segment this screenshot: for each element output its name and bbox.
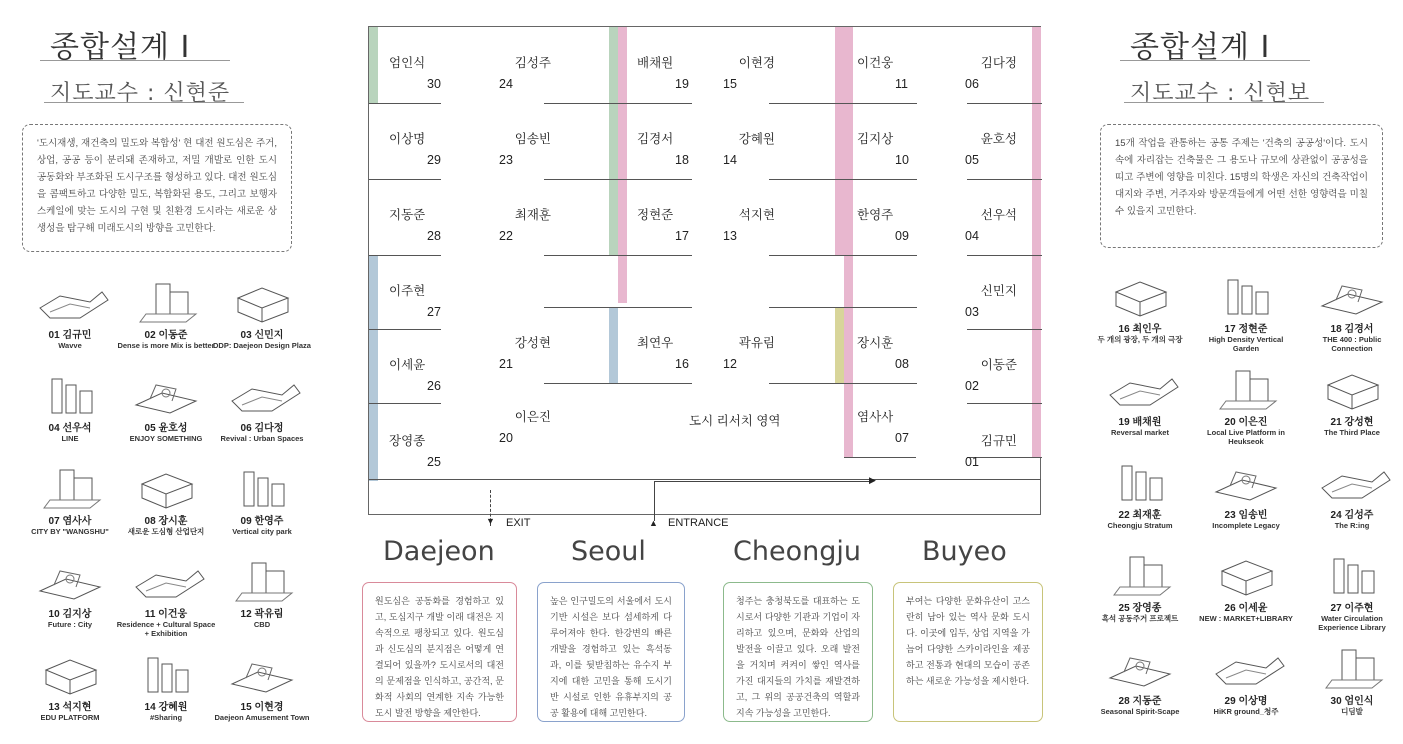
project-thumbnail-icon bbox=[1312, 551, 1392, 597]
project-thumbnail-icon bbox=[126, 650, 206, 696]
project-caption: HiKR ground_청주 bbox=[1213, 707, 1279, 716]
project-caption: CITY BY "WANGSHU" bbox=[31, 527, 109, 536]
booth-number: 26 bbox=[427, 379, 441, 393]
booth-number: 04 bbox=[965, 229, 979, 243]
booth-number: 16 bbox=[675, 357, 689, 371]
project-card[interactable] bbox=[1196, 365, 1296, 446]
project-caption: Local Live Platform in Heukseok bbox=[1207, 428, 1285, 446]
project-name: 25 장영종 bbox=[1118, 603, 1162, 614]
project-thumbnail-icon bbox=[30, 278, 110, 324]
band-green-left bbox=[369, 27, 378, 103]
booth-slot[interactable] bbox=[857, 407, 909, 451]
project-name: 01 김규민 bbox=[48, 330, 92, 341]
project-caption: Future : City bbox=[47, 620, 93, 629]
project-name: 26 이세윤 bbox=[1224, 603, 1268, 614]
project-name: 15 이현경 bbox=[240, 702, 284, 713]
city-box-buyeo: 부여는 다양한 문화유산이 고스란히 남아 있는 역사 문화 도시다. 이곳에 입두, 상업 지역을 가늠어 다양한 스카이라인을 제공하고 전통과 현대의 모습이 공존하는 새로운 가능성을 제시한다. bbox=[893, 582, 1043, 722]
entrance-label: ENTRANCE bbox=[668, 517, 729, 529]
project-name: 22 최재훈 bbox=[1118, 510, 1162, 521]
booth-number: 29 bbox=[427, 153, 441, 167]
project-card[interactable] bbox=[20, 464, 120, 536]
booth-number: 23 bbox=[499, 153, 513, 167]
booth-student-name: 김다정 bbox=[980, 56, 1017, 70]
booth-number: 18 bbox=[675, 153, 689, 167]
booth-number: 11 bbox=[895, 77, 908, 91]
booth-number: 12 bbox=[723, 357, 737, 371]
exit-arrow-head-icon: ▼ bbox=[486, 516, 495, 526]
booth-slot[interactable] bbox=[723, 333, 775, 377]
project-name: 12 곽유림 bbox=[240, 609, 284, 620]
project-card[interactable] bbox=[212, 464, 312, 536]
project-caption: Reversal market bbox=[1111, 428, 1169, 437]
project-caption: Dense is more Mix is better bbox=[117, 341, 215, 350]
booth-number: 30 bbox=[427, 77, 441, 91]
booth-student-name: 김성주 bbox=[514, 56, 551, 70]
booth-student-name: 이현경 bbox=[738, 56, 775, 70]
project-thumbnail-icon bbox=[1100, 644, 1180, 690]
project-card[interactable] bbox=[20, 371, 120, 443]
booth-number: 25 bbox=[427, 455, 441, 469]
booth-student-name: 이건웅 bbox=[857, 56, 894, 70]
project-caption: Water Circulation Experience Library bbox=[1318, 614, 1386, 632]
project-card[interactable] bbox=[20, 557, 120, 629]
booth-number: 14 bbox=[723, 153, 737, 167]
project-name: 28 지동준 bbox=[1118, 696, 1162, 707]
floor-plan bbox=[368, 26, 1041, 515]
project-thumbnail-icon bbox=[1206, 272, 1286, 318]
project-name: 30 엄인식 bbox=[1330, 696, 1374, 707]
project-thumbnail-icon bbox=[1100, 272, 1180, 318]
project-caption: THE 400 : Public Connection bbox=[1322, 335, 1382, 353]
booth-slot[interactable] bbox=[499, 333, 551, 377]
project-thumbnail-icon bbox=[1312, 644, 1392, 690]
booth-slot[interactable] bbox=[965, 431, 1017, 475]
right-description: 15개 작업을 관통하는 공통 주제는 '건축의 공공성'이다. 도시 속에 자리잡는 건축물은 그 용도나 규모에 상관없이 공공성을 띠고 주변에 영향을 미친다. 15명의 학생은 자신의 건축작업이 대지와 주변, 거주자와 방문객들에게 어떤 선한 영향력을 미칠 수 있을지 고민한다. bbox=[1100, 124, 1383, 248]
booth-student-name: 장영종 bbox=[389, 434, 426, 448]
booth-student-name: 석지현 bbox=[738, 208, 775, 222]
project-thumbnail-icon bbox=[222, 557, 302, 603]
left-title: 종합설계 I bbox=[50, 30, 191, 65]
project-thumbnail-icon bbox=[30, 650, 110, 696]
booth-student-name: 한영주 bbox=[857, 208, 894, 222]
project-thumbnail-icon bbox=[1206, 458, 1286, 504]
project-name: 10 김지상 bbox=[48, 609, 92, 620]
booth-slot[interactable] bbox=[637, 333, 689, 377]
project-card[interactable] bbox=[1196, 551, 1296, 623]
booth-student-name: 신민지 bbox=[980, 284, 1017, 298]
booth-number: 28 bbox=[427, 229, 441, 243]
project-thumbnail-icon bbox=[126, 464, 206, 510]
project-caption: NEW : MARKET+LIBRARY bbox=[1199, 614, 1293, 623]
project-caption: 디딤발 bbox=[1341, 707, 1363, 716]
entrance-up-icon: ▲ bbox=[649, 518, 658, 528]
booth-slot[interactable] bbox=[389, 281, 441, 325]
project-name: 09 한영주 bbox=[240, 516, 284, 527]
project-thumbnail-icon bbox=[126, 557, 206, 603]
booth-slot[interactable] bbox=[389, 205, 441, 249]
booth-student-name: 장시훈 bbox=[857, 336, 894, 350]
project-thumbnail-icon bbox=[30, 371, 110, 417]
project-caption: Revival : Urban Spaces bbox=[220, 434, 304, 443]
booth-slot[interactable] bbox=[499, 53, 551, 97]
band-yellow-mid bbox=[835, 307, 844, 383]
band-blue-mid bbox=[609, 307, 618, 383]
project-card[interactable] bbox=[1090, 365, 1190, 437]
project-card[interactable] bbox=[1090, 551, 1190, 623]
band-green-mid bbox=[609, 27, 618, 255]
project-caption: Cheongju Stratum bbox=[1107, 521, 1173, 530]
booth-number: 01 bbox=[965, 455, 979, 469]
booth-student-name: 최재훈 bbox=[514, 208, 551, 222]
project-name: 08 장시훈 bbox=[144, 516, 188, 527]
project-thumbnail-icon bbox=[1206, 551, 1286, 597]
research-area-label: 도시 리서치 영역 bbox=[689, 414, 781, 428]
band-pink-mid bbox=[618, 27, 627, 303]
project-caption: Daejeon Amusement Town bbox=[214, 713, 310, 722]
booth-slot[interactable] bbox=[965, 205, 1017, 249]
right-title: 종합설계 I bbox=[1130, 30, 1271, 65]
project-card[interactable] bbox=[116, 278, 216, 350]
band-pink-mid2 bbox=[835, 27, 844, 255]
booth-slot[interactable] bbox=[499, 129, 551, 173]
project-caption: Wavve bbox=[58, 341, 82, 350]
band-pink-mid3 bbox=[844, 27, 853, 457]
booth-slot[interactable] bbox=[637, 53, 689, 97]
booth-slot[interactable] bbox=[499, 205, 551, 249]
project-card[interactable] bbox=[1302, 365, 1402, 437]
booth-slot[interactable] bbox=[389, 129, 441, 173]
booth-number: 05 bbox=[965, 153, 979, 167]
booth-student-name: 염사사 bbox=[857, 410, 894, 424]
booth-student-name: 이주현 bbox=[389, 284, 426, 298]
project-caption: #Sharing bbox=[149, 713, 183, 722]
project-name: 21 강성현 bbox=[1330, 417, 1374, 428]
project-card[interactable] bbox=[1090, 458, 1190, 530]
entrance-arrow-head-icon: ▶ bbox=[869, 475, 876, 485]
project-caption: High Density Vertical Garden bbox=[1208, 335, 1284, 353]
booth-student-name: 곽유림 bbox=[738, 336, 775, 350]
booth-slot[interactable] bbox=[965, 281, 1017, 325]
project-name: 18 김경서 bbox=[1330, 324, 1374, 335]
city-title-daejeon: Daejeon bbox=[383, 536, 495, 567]
exit-label: EXIT bbox=[506, 517, 531, 529]
city-box-seoul: 높은 인구밀도의 서울에서 도시기반 시설은 보다 섬세하게 다루어져야 한다. 한강변의 빠른 개발을 경험하고 있는 흑석동과, 이를 뒷받침하는 유수지 부지에 대한 고민을 통해 도시기반 시설로 인한 유휴부지의 공공 활용에 대해 고민한다. bbox=[537, 582, 685, 722]
project-name: 06 김다정 bbox=[240, 423, 284, 434]
booth-slot[interactable] bbox=[965, 129, 1017, 173]
project-caption: Incomplete Legacy bbox=[1212, 521, 1280, 530]
project-caption: EDU PLATFORM bbox=[40, 713, 100, 722]
project-name: 05 윤호성 bbox=[144, 423, 188, 434]
project-name: 29 이상명 bbox=[1224, 696, 1268, 707]
booth-student-name: 이동준 bbox=[980, 358, 1017, 372]
project-card[interactable] bbox=[1302, 272, 1402, 353]
booth-slot[interactable] bbox=[723, 205, 775, 249]
project-card[interactable] bbox=[116, 371, 216, 443]
project-card[interactable] bbox=[212, 371, 312, 443]
booth-slot[interactable] bbox=[857, 205, 909, 249]
project-caption: 흑석 공동주거 프로젝트 bbox=[1101, 614, 1179, 623]
project-thumbnail-icon bbox=[1206, 365, 1286, 411]
project-card[interactable] bbox=[1196, 272, 1296, 353]
booth-student-name: 선우석 bbox=[980, 208, 1017, 222]
project-name: 11 이건웅 bbox=[144, 609, 188, 620]
booth-student-name: 정현준 bbox=[637, 208, 674, 222]
project-caption: 두 개의 광장, 두 개의 극장 bbox=[1097, 335, 1183, 344]
project-card[interactable] bbox=[1302, 551, 1402, 632]
booth-number: 03 bbox=[965, 305, 979, 319]
booth-student-name: 엄인식 bbox=[389, 56, 426, 70]
booth-number: 27 bbox=[427, 305, 441, 319]
project-card[interactable] bbox=[1302, 458, 1402, 530]
project-name: 14 강혜원 bbox=[144, 702, 188, 713]
project-name: 19 배채원 bbox=[1118, 417, 1162, 428]
project-thumbnail-icon bbox=[126, 371, 206, 417]
project-thumbnail-icon bbox=[1100, 458, 1180, 504]
left-panel bbox=[0, 0, 310, 744]
booth-student-name: 강혜원 bbox=[738, 132, 775, 146]
project-name: 03 신민지 bbox=[240, 330, 284, 341]
band-pink-right bbox=[1032, 27, 1041, 457]
project-thumbnail-icon bbox=[222, 371, 302, 417]
city-box-cheongju: 청주는 충청북도를 대표하는 도시로서 다양한 기관과 기업이 자리하고 있으며, 문화와 산업의 발전을 이끌고 있다. 오래 발전을 거치며 켜켜이 쌓인 역사를 가진 대지들의 가치를 재발견하고, 그 위의 공공건축의 역할과 지속 가능성을 고민한다. bbox=[723, 582, 873, 722]
project-thumbnail-icon bbox=[1100, 365, 1180, 411]
booth-number: 07 bbox=[895, 431, 909, 445]
project-caption: ENJOY SOMETHING bbox=[129, 434, 203, 443]
booth-slot[interactable] bbox=[389, 355, 441, 399]
project-thumbnail-icon bbox=[1312, 458, 1392, 504]
booth-number: 10 bbox=[895, 153, 909, 167]
booth-number: 09 bbox=[895, 229, 909, 243]
right-advisor: 지도교수 : 신현보 bbox=[1130, 81, 1311, 106]
booth-number: 02 bbox=[965, 379, 979, 393]
entrance-arrow-top bbox=[654, 481, 872, 482]
city-title-cheongju: Cheongju bbox=[733, 536, 861, 567]
booth-student-name: 배채원 bbox=[637, 56, 674, 70]
booth-slot[interactable] bbox=[965, 53, 1017, 97]
project-caption: Vertical city park bbox=[232, 527, 292, 536]
entrance-arrow bbox=[654, 481, 655, 521]
project-card[interactable] bbox=[116, 464, 216, 536]
booth-number: 22 bbox=[499, 229, 513, 243]
project-name: 07 염사사 bbox=[48, 516, 92, 527]
booth-slot[interactable] bbox=[857, 53, 909, 97]
project-thumbnail-icon bbox=[126, 278, 206, 324]
booth-student-name: 최연우 bbox=[637, 336, 674, 350]
project-card[interactable] bbox=[20, 650, 120, 722]
booth-number: 13 bbox=[723, 229, 737, 243]
project-name: 13 석지현 bbox=[48, 702, 92, 713]
booth-slot[interactable] bbox=[389, 431, 441, 475]
booth-number: 20 bbox=[499, 431, 513, 445]
booth-slot[interactable] bbox=[857, 129, 909, 173]
booth-student-name: 윤호성 bbox=[980, 132, 1017, 146]
band-blue-left bbox=[369, 255, 378, 481]
project-card[interactable] bbox=[1196, 644, 1296, 716]
project-name: 16 최인우 bbox=[1118, 324, 1162, 335]
booth-number: 19 bbox=[675, 77, 689, 91]
booth-slot[interactable] bbox=[723, 129, 775, 173]
project-thumbnail-icon bbox=[1100, 551, 1180, 597]
booth-number: 24 bbox=[499, 77, 513, 91]
project-caption: The Third Place bbox=[1324, 428, 1380, 437]
project-thumbnail-icon bbox=[30, 464, 110, 510]
project-name: 04 선우석 bbox=[48, 423, 92, 434]
booth-slot[interactable] bbox=[499, 407, 551, 451]
project-name: 24 김성주 bbox=[1330, 510, 1374, 521]
booth-slot[interactable] bbox=[637, 129, 689, 173]
booth-number: 21 bbox=[499, 357, 513, 371]
booth-student-name: 이세윤 bbox=[389, 358, 426, 372]
booth-student-name: 강성현 bbox=[514, 336, 551, 350]
project-card[interactable] bbox=[1196, 458, 1296, 530]
right-panel bbox=[1090, 0, 1403, 744]
booth-student-name: 이은진 bbox=[514, 410, 551, 424]
project-thumbnail-icon bbox=[222, 650, 302, 696]
project-card[interactable] bbox=[1090, 272, 1190, 344]
booth-slot[interactable] bbox=[637, 205, 689, 249]
project-name: 23 임송빈 bbox=[1224, 510, 1268, 521]
project-card[interactable] bbox=[116, 557, 216, 638]
booth-student-name: 김경서 bbox=[637, 132, 674, 146]
project-thumbnail-icon bbox=[30, 557, 110, 603]
project-card[interactable] bbox=[212, 278, 312, 350]
booth-student-name: 이상명 bbox=[389, 132, 426, 146]
project-name: 02 이동준 bbox=[144, 330, 188, 341]
booth-student-name: 김규민 bbox=[980, 434, 1017, 448]
booth-student-name: 임송빈 bbox=[514, 132, 551, 146]
booth-number: 08 bbox=[895, 357, 909, 371]
booth-number: 17 bbox=[675, 229, 689, 243]
project-thumbnail-icon bbox=[222, 464, 302, 510]
booth-slot[interactable] bbox=[965, 355, 1017, 399]
project-thumbnail-icon bbox=[1206, 644, 1286, 690]
project-thumbnail-icon bbox=[1312, 365, 1392, 411]
left-description: '도시재생, 재건축의 밀도와 복합성' 현 대전 원도심은 주거, 상업, 공공 등이 분리돼 존재하고, 저밀 개발로 인한 도시 공동화와 부조화된 도시구조를 형성하고 있다. 대전 원도심을 콤팩트하고 다양한 밀도, 복합화된 용도, 그리고 보행자 스케일에 맞는 도시의 구현 및 친환경 도시라는 새로운 상생성을 탐구해 미래도시의 방향을 고민한다. bbox=[22, 124, 292, 252]
project-caption: Residence + Cultural Space + Exhibition bbox=[116, 620, 216, 638]
project-name: 27 이주현 bbox=[1330, 603, 1374, 614]
booth-slot[interactable] bbox=[857, 333, 909, 377]
project-card[interactable] bbox=[116, 650, 216, 722]
project-caption: The R:ing bbox=[1334, 521, 1370, 530]
booth-number: 15 bbox=[723, 77, 737, 91]
project-caption: Seasonal Spirit-Scape bbox=[1100, 707, 1180, 716]
booth-number: 06 bbox=[965, 77, 979, 91]
project-card[interactable] bbox=[212, 650, 312, 722]
booth-student-name: 김지상 bbox=[857, 132, 894, 146]
city-box-daejeon: 원도심은 공동화를 경험하고 있고, 도심지구 개발 이래 대전은 지속적으로 팽창되고 있다. 원도심과 신도심의 분지점은 어떻게 연결되어 있을까? 도시로서의 대전의 문제점을 인식하고, 공간적, 문화적 사회의 연계한 지속 가능한 도시 발전 방향을 제안한다. bbox=[362, 582, 517, 722]
project-name: 17 정현준 bbox=[1224, 324, 1268, 335]
project-card[interactable] bbox=[1302, 644, 1402, 716]
project-thumbnail-icon bbox=[222, 278, 302, 324]
city-title-seoul: Seoul bbox=[571, 536, 646, 567]
project-card[interactable] bbox=[1090, 644, 1190, 716]
booth-slot[interactable] bbox=[389, 53, 441, 97]
booth-slot[interactable] bbox=[723, 53, 775, 97]
project-card[interactable] bbox=[20, 278, 120, 350]
project-card[interactable] bbox=[212, 557, 312, 629]
project-name: 20 이은진 bbox=[1224, 417, 1268, 428]
city-title-buyeo: Buyeo bbox=[922, 536, 1007, 567]
left-advisor: 지도교수 : 신현준 bbox=[50, 81, 231, 106]
project-caption: LINE bbox=[61, 434, 79, 443]
booth-student-name: 지동준 bbox=[389, 208, 426, 222]
project-caption: CBD bbox=[253, 620, 271, 629]
project-caption: DDP: Daejeon Design Plaza bbox=[213, 341, 311, 350]
project-caption: 새로운 도심형 산업단지 bbox=[127, 527, 205, 536]
project-thumbnail-icon bbox=[1312, 272, 1392, 318]
